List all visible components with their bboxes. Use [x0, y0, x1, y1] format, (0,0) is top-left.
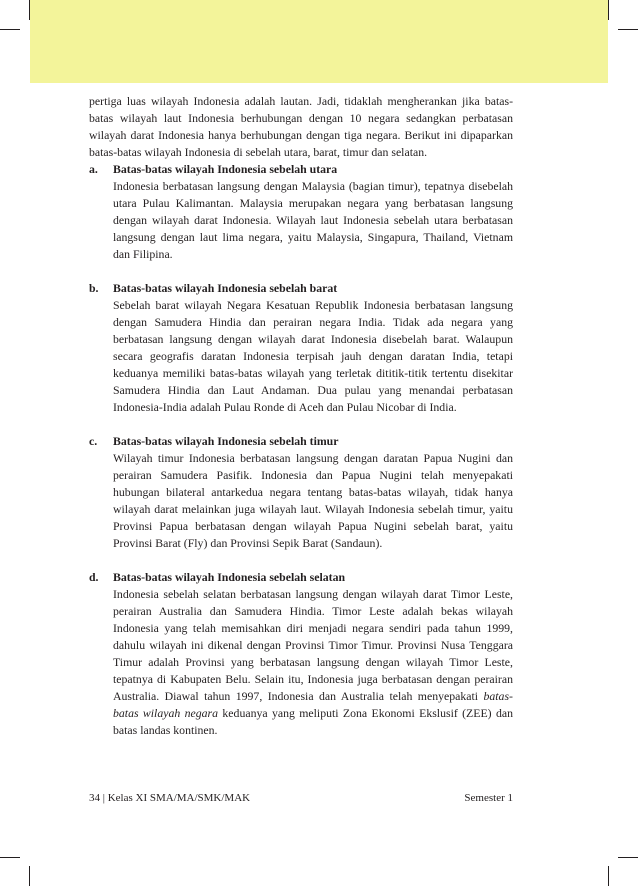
crop-mark: [608, 866, 609, 886]
section-title: Batas-batas wilayah Indonesia sebelah barat: [113, 281, 338, 295]
section-west: [89, 280, 513, 416]
section-body: Indonesia berbatasan langsung dengan Malaysia (bagian timur), tepatnya disebelah utara Pulau Kalimantan. Malaysia merupakan negara yang berbatasan langsung dengan wilayah darat Indonesia. Wilayah laut Indonesia sebelah utara berbatasan langsung dengan laut lima negara, yaitu Malaysia, Singapura, Thailand, Vietnam dan Filipina.: [113, 179, 513, 261]
crop-mark: [618, 29, 638, 30]
body-text: keduanya yang meliputi Zona Ekonomi Ekslusif (ZEE) dan batas landas kontinen.: [113, 706, 513, 737]
section-letter: b.: [89, 281, 99, 295]
section-letter: d.: [89, 570, 99, 584]
section-body: Sebelah barat wilayah Negara Kesatuan Republik Indonesia berbatasan langsung dengan Samudera Hindia dan perairan negara India. Tidak ada negara yang berbatasan langsung dengan wilayah darat Indonesia disebelah barat. Walaupun secara geografis daratan Indonesia terpisah jauh dengan daratan India, tetapi keduanya memiliki batas-batas wilayah yang terletak dititik-titik tertentu disekitar Samudera Hindia dan Laut Andaman. Dua pulau yang menandai perbatasan Indonesia-India adalah Pulau Ronde di Aceh dan Pulau Nicobar di India.: [113, 298, 513, 414]
section-east: [89, 433, 513, 552]
footer-left: 34 | Kelas XI SMA/MA/SMK/MAK: [89, 792, 251, 804]
page-footer: [89, 792, 513, 804]
section-title: Batas-batas wilayah Indonesia sebelah selatan: [113, 570, 346, 584]
header-band: [30, 0, 608, 83]
page-content: [89, 93, 513, 739]
section-north: [89, 161, 513, 263]
crop-mark: [29, 0, 30, 20]
footer-right: Semester 1: [464, 792, 513, 804]
section-title: Batas-batas wilayah Indonesia sebelah timur: [113, 434, 339, 448]
intro-paragraph: pertiga luas wilayah Indonesia adalah lautan. Jadi, tidaklah mengherankan jika batas-batas wilayah laut Indonesia berhubungan dengan 10 negara sedangkan perbatasan wilayah darat Indonesia hanya berhubungan dengan tiga negara. Berikut ini dipaparkan batas-batas wilayah Indonesia di sebelah utara, barat, timur dan selatan.: [89, 94, 513, 159]
crop-mark: [0, 29, 20, 30]
section-south: [89, 569, 513, 739]
body-italic: batas-batas wilayah negara: [113, 689, 513, 720]
section-title: Batas-batas wilayah Indonesia sebelah utara: [113, 162, 338, 176]
body-text: Indonesia sebelah selatan berbatasan langsung dengan wilayah darat Timor Leste, perairan Australia dan Samudera Hindia. Timor Leste adalah bekas wilayah Indonesia yang telah memisahkan diri menjadi negara sendiri pada tahun 1999, dahulu wilayah ini dikenal dengan Provinsi Timor Timur. Provinsi Nusa Tenggara Timur adalah Provinsi yang berbatasan langsung dengan wilayah Timor Leste, tepatnya di Kabupaten Belu. Selain itu, Indonesia juga berbatasan dengan perairan Australia. Diawal tahun 1997, Indonesia dan Australia telah menyepakati: [113, 587, 513, 703]
crop-mark: [608, 0, 609, 20]
section-letter: c.: [89, 434, 98, 448]
section-letter: a.: [89, 162, 98, 176]
crop-mark: [618, 857, 638, 858]
section-body: Wilayah timur Indonesia berbatasan langsung dengan daratan Papua Nugini dan perairan Samudera Pasifik. Indonesia dan Papua Nugini telah menyepakati hubungan bilateral antarkedua negara tentang batas-batas wilayah, tidak hanya wilayah darat melainkan juga wilayah laut. Wilayah Indonesia sebelah timur, yaitu Provinsi Papua berbatasan dengan wilayah Papua Nugini sebelah barat, yaitu Provinsi Barat (Fly) dan Provinsi Sepik Barat (Sandaun).: [113, 451, 513, 550]
crop-mark: [0, 857, 20, 858]
crop-mark: [29, 866, 30, 886]
section-body: [113, 586, 513, 739]
